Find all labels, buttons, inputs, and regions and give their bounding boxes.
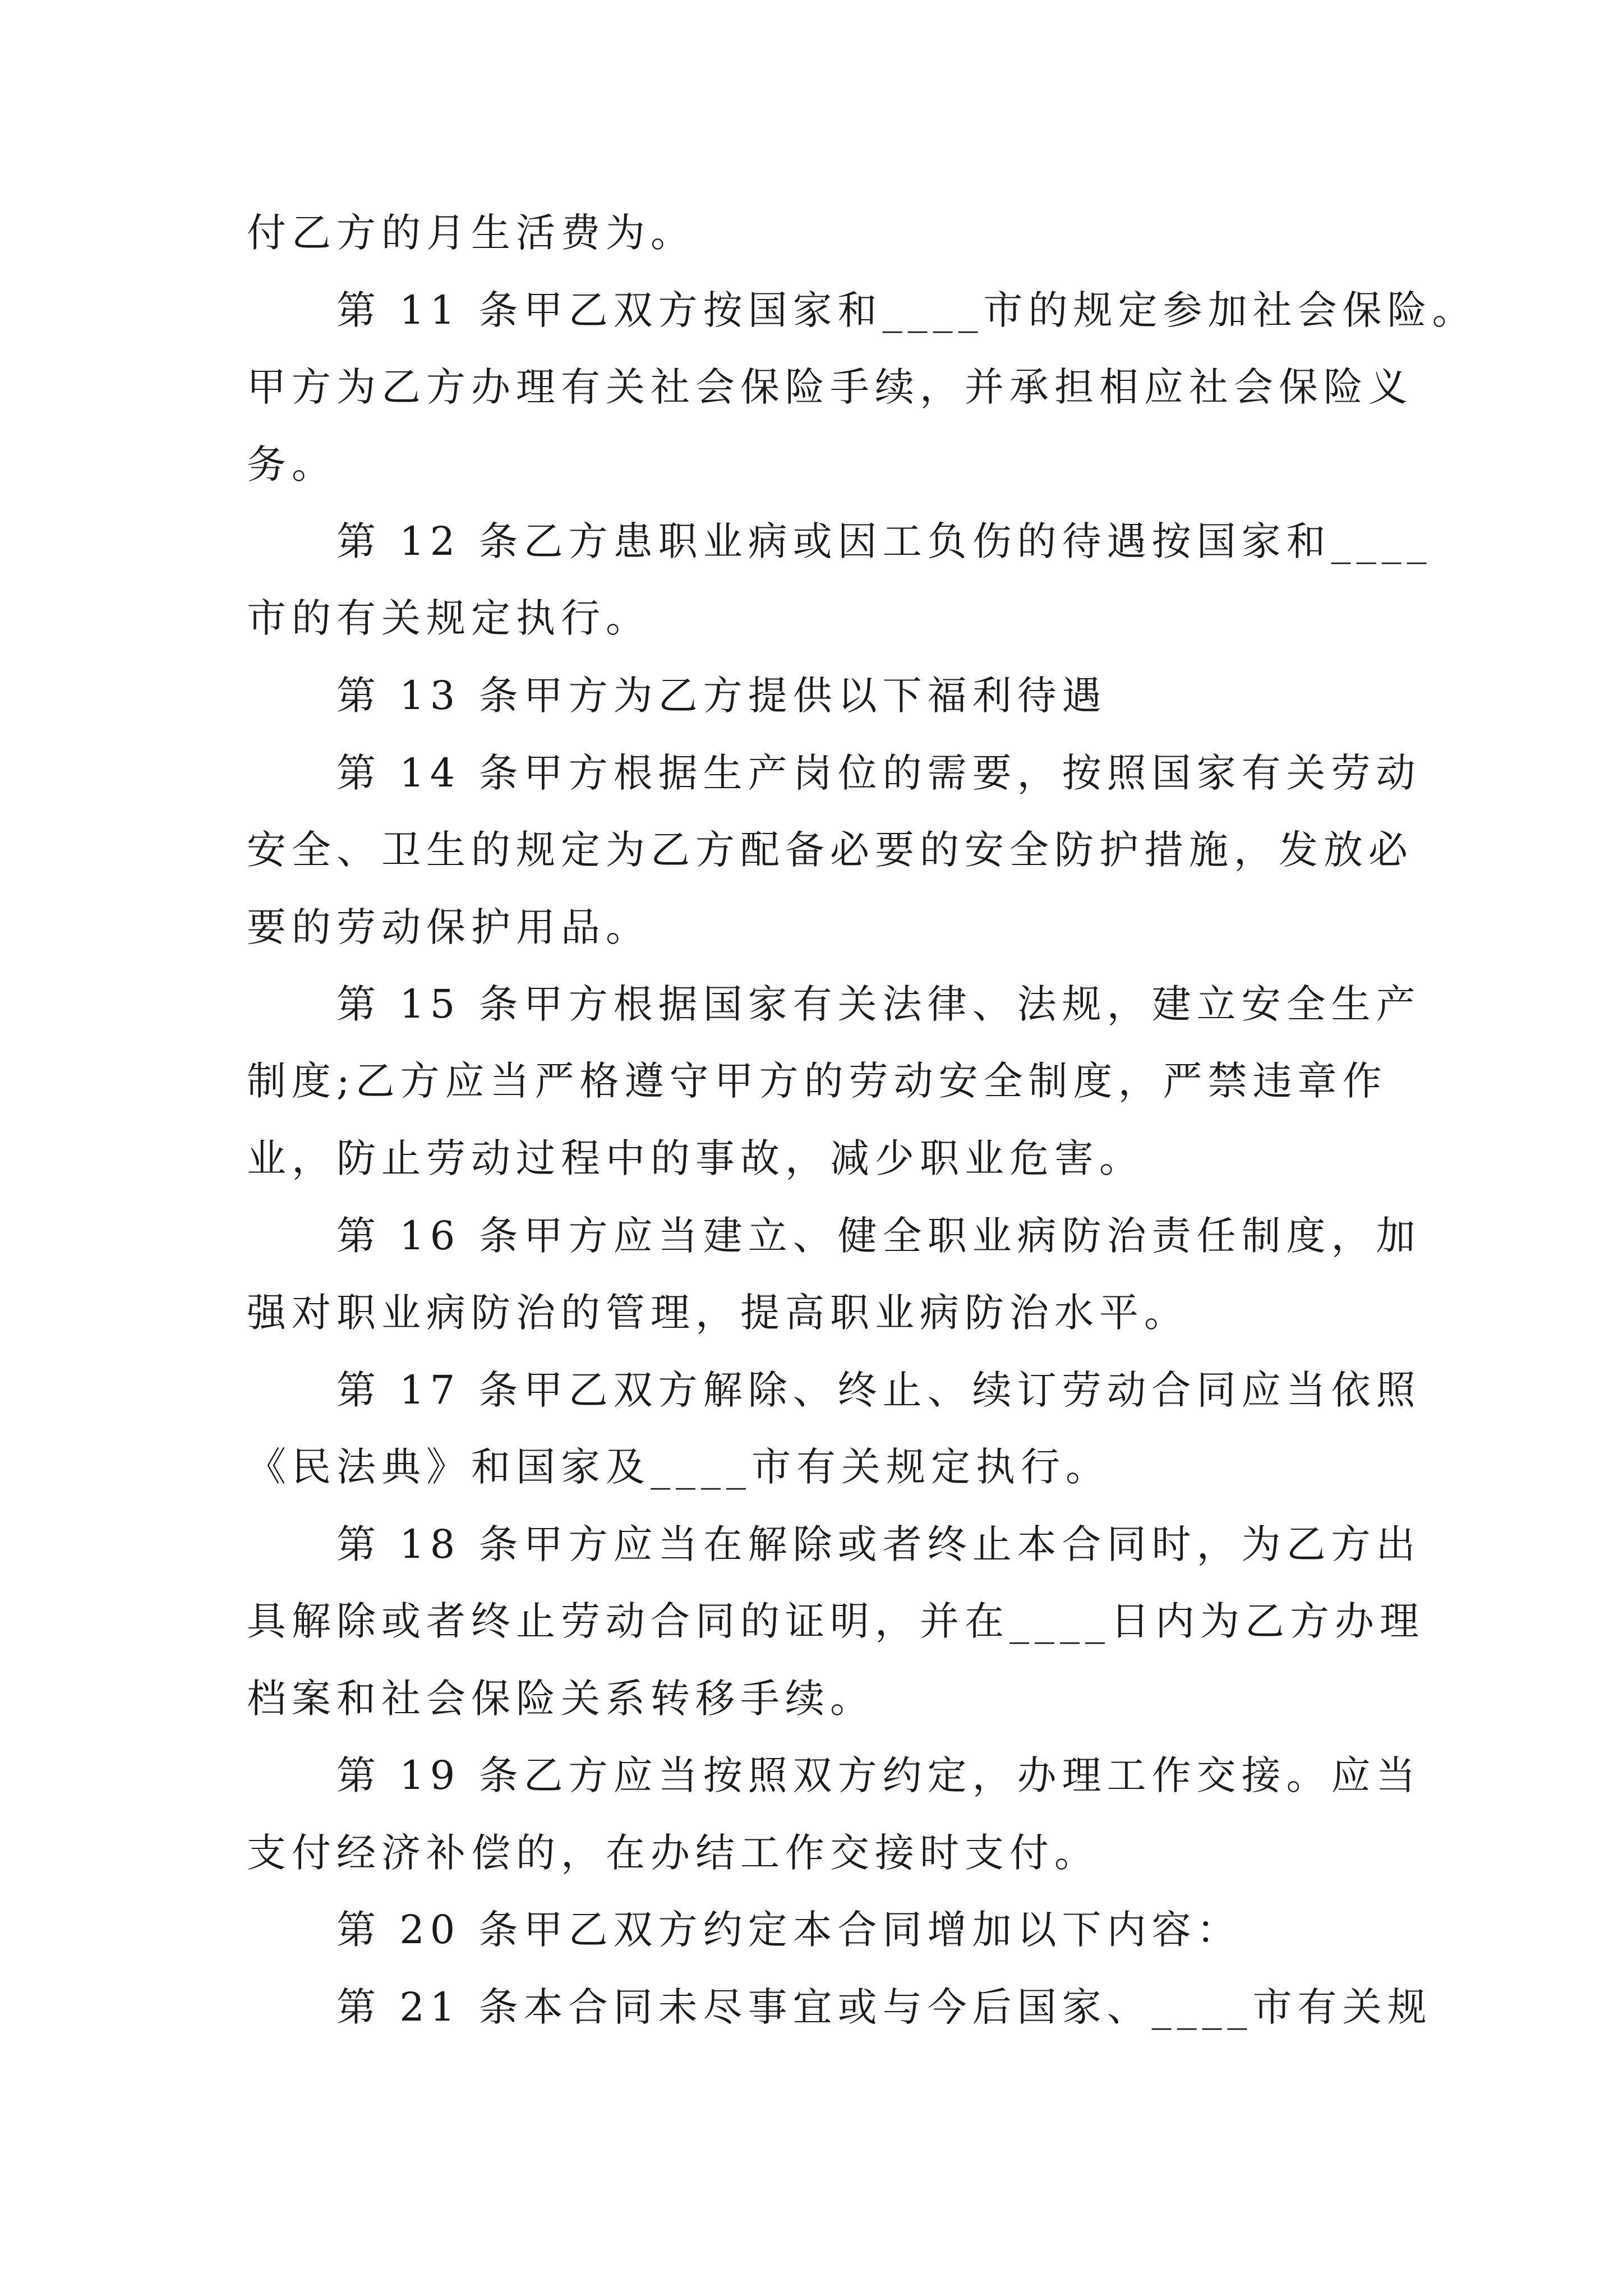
text-line: 强对职业病防治的管理，提高职业病防治水平。 [247, 1290, 1189, 1336]
text-line: 第 21 条本合同未尽事宜或与今后国家、____市有关规 [336, 1984, 1432, 2030]
text-line: 档案和社会保险关系转移手续。 [247, 1676, 875, 1722]
text-line: 第 18 条甲方应当在解除或者终止本合同时，为乙方出 [336, 1521, 1421, 1567]
text-line: 第 20 条甲乙双方约定本合同增加以下内容： [336, 1907, 1242, 1953]
text-line: 安全、卫生的规定为乙方配备必要的安全防护措施，发放必 [247, 827, 1413, 873]
text-line: 第 14 条甲方根据生产岗位的需要，按照国家有关劳动 [336, 750, 1421, 796]
text-line: 第 15 条甲方根据国家有关法律、法规，建立安全生产 [336, 981, 1421, 1027]
text-line: 《民法典》和国家及____市有关规定执行。 [247, 1444, 1110, 1490]
text-line: 付乙方的月生活费为。 [247, 210, 695, 256]
text-line: 第 17 条甲乙双方解除、终止、续订劳动合同应当依照 [336, 1367, 1421, 1413]
text-line: 第 16 条甲方应当建立、健全职业病防治责任制度，加 [336, 1213, 1421, 1259]
text-line: 务。 [247, 441, 336, 487]
text-line: 第 11 条甲乙双方按国家和____市的规定参加社会保险。 [336, 287, 1477, 333]
text-line: 甲方为乙方办理有关社会保险手续，并承担相应社会保险义 [247, 364, 1413, 410]
text-line: 第 19 条乙方应当按照双方约定，办理工作交接。应当 [336, 1752, 1421, 1798]
text-line: 市的有关规定执行。 [247, 595, 651, 641]
text-line: 第 13 条甲方为乙方提供以下福利待遇 [336, 673, 1107, 719]
text-line: 具解除或者终止劳动合同的证明，并在____日内为乙方办理 [247, 1598, 1424, 1644]
text-line: 要的劳动保护用品。 [247, 904, 651, 950]
text-line: 制度;乙方应当严格遵守甲方的劳动安全制度，严禁违章作 [247, 1058, 1387, 1104]
text-line: 支付经济补偿的，在办结工作交接时支付。 [247, 1830, 1099, 1876]
text-line: 业，防止劳动过程中的事故，减少职业危害。 [247, 1135, 1144, 1181]
text-line: 第 12 条乙方患职业病或因工负伤的待遇按国家和____ [336, 518, 1432, 564]
